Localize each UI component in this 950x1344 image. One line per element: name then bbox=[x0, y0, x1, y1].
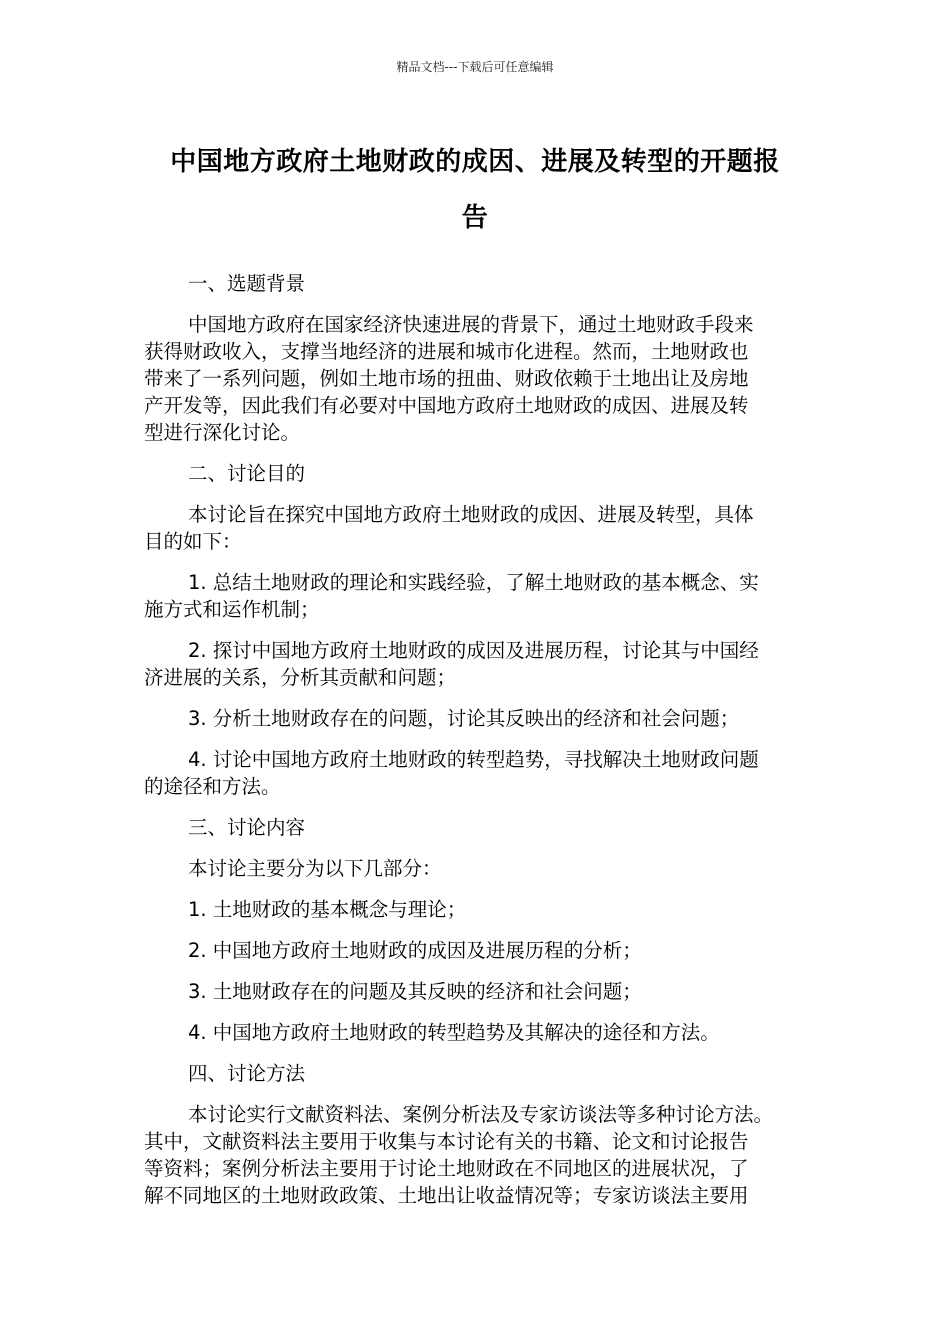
purpose-item-3 bbox=[144, 705, 806, 732]
text-line: 获得财政收入，支撑当地经济的进展和城市化进程。然而，土地财政也 bbox=[144, 340, 749, 363]
text-line: 等资料；案例分析法主要用于讨论土地财政在不同地区的进展状况，了 bbox=[144, 1157, 749, 1180]
content-intro: 本讨论主要分为以下几部分： bbox=[188, 857, 442, 880]
title-line-1: 中国地方政府土地财政的成因、进展及转型的开题报 bbox=[170, 147, 780, 177]
text-line: 解不同地区的土地财政政策、土地出让收益情况等；专家访谈法主要用 bbox=[144, 1184, 749, 1207]
section-heading-background: 一、选题背景 bbox=[188, 272, 306, 295]
text-line: 本讨论旨在探究中国地方政府土地财政的成因、进展及转型，具体 bbox=[188, 503, 754, 526]
text-line: 其中，文献资料法主要用于收集与本讨论有关的书籍、论文和讨论报告 bbox=[144, 1130, 749, 1153]
section-heading-purpose: 二、讨论目的 bbox=[188, 462, 306, 485]
text-line: 的途径和方法。 bbox=[144, 775, 281, 798]
text-line: 1. 总结土地财政的理论和实践经验，了解土地财政的基本概念、实 bbox=[188, 571, 759, 594]
text-line: 中国地方政府在国家经济快速进展的背景下，通过土地财政手段来 bbox=[188, 313, 754, 336]
section-heading-content: 三、讨论内容 bbox=[188, 816, 306, 839]
text-line: 型进行深化讨论。 bbox=[144, 421, 301, 444]
background-paragraph bbox=[144, 311, 806, 446]
text-line: 4. 讨论中国地方政府土地财政的转型趋势，寻找解决土地财政问题 bbox=[188, 748, 759, 771]
text-line: 济进展的关系，分析其贡献和问题； bbox=[144, 666, 457, 689]
text-line: 本讨论实行文献资料法、案例分析法及专家访谈法等多种讨论方法。 bbox=[188, 1103, 774, 1126]
method-paragraph bbox=[144, 1101, 806, 1209]
text-line: 目的如下： bbox=[144, 530, 242, 553]
section-heading-method: 四、讨论方法 bbox=[188, 1062, 306, 1085]
content-item-2: 2. 中国地方政府土地财政的成因及进展历程的分析； bbox=[188, 939, 642, 962]
text-line: 施方式和运作机制； bbox=[144, 598, 320, 621]
document-body bbox=[144, 270, 806, 1223]
title-line-2: 告 bbox=[461, 203, 489, 233]
purpose-item-1 bbox=[144, 569, 806, 623]
text-line: 3. 分析土地财政存在的问题，讨论其反映出的经济和社会问题； bbox=[188, 707, 740, 730]
purpose-item-2 bbox=[144, 637, 806, 691]
page-header: 精品文档---下载后可任意编辑 bbox=[396, 60, 554, 74]
purpose-item-4 bbox=[144, 746, 806, 800]
content-item-1: 1. 土地财政的基本概念与理论； bbox=[188, 898, 467, 921]
text-line: 产开发等，因此我们有必要对中国地方政府土地财政的成因、进展及转 bbox=[144, 394, 749, 417]
content-item-4: 4. 中国地方政府土地财政的转型趋势及其解决的途径和方法。 bbox=[188, 1021, 720, 1044]
content-item-3: 3. 土地财政存在的问题及其反映的经济和社会问题； bbox=[188, 980, 642, 1003]
text-line: 带来了一系列问题，例如土地市场的扭曲、财政依赖于土地出让及房地 bbox=[144, 367, 749, 390]
document-title bbox=[140, 134, 810, 246]
text-line: 2. 探讨中国地方政府土地财政的成因及进展历程，讨论其与中国经 bbox=[188, 639, 759, 662]
purpose-intro-paragraph bbox=[144, 501, 806, 555]
